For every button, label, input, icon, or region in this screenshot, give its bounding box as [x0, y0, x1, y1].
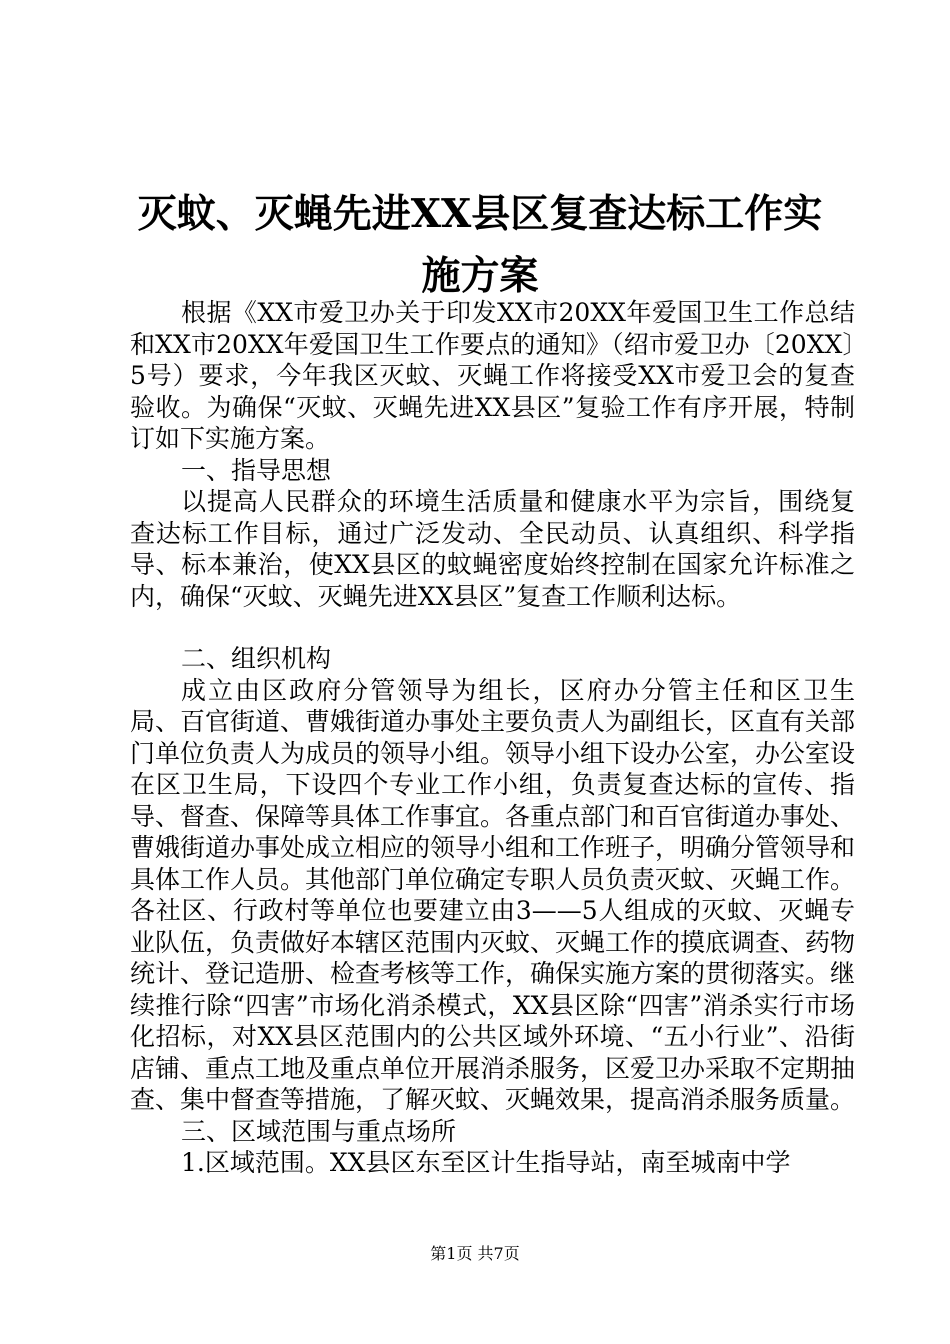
intro-paragraph: 根据《XX市爱卫办关于印发XX市20XX年爱国卫生工作总结和XX市20XX年爱国卫生工作要点的通知》（绍市爱卫办〔20XX〕5号）要求，今年我区灭蚊、灭蝇工作将接受XX市爱卫会的复查验收。为确保“灭蚊、灭蝇先进XX县区”复验工作有序开展，特制订如下实施方案。 [130, 298, 855, 453]
section-heading-scope: 三、区域范围与重点场所 [181, 1116, 457, 1146]
document-body [130, 297, 855, 1179]
document-title: 灭蚊、灭蝇先进XX县区复查达标工作实施方案 [137, 191, 823, 299]
scope-paragraph: 1.区域范围。XX县区东至区计生指导站，南至城南中学 [181, 1148, 791, 1177]
section-heading-organization: 二、组织机构 [181, 644, 332, 673]
page-number-footer: 第1页 共7页 [430, 1244, 520, 1263]
paragraph-spacer [130, 612, 855, 643]
guiding-principle-paragraph: 以提高人民群众的环境生活质量和健康水平为宗旨，围绕复查达标工作目标，通过广泛发动、全民动员、认真组织、科学指导、标本兼治，使XX县区的蚊蝇密度始终控制在国家允许标准之内，确保“灭蚊、灭蝇先进XX县区”复查工作顺利达标。 [130, 487, 855, 611]
organization-paragraph: 成立由区政府分管领导为组长，区府办分管主任和区卫生局、百官街道、曹娥街道办事处主要负责人为副组长，区直有关部门单位负责人为成员的领导小组。领导小组下设办公室，办公室设在区卫生局，下设四个专业工作小组，负责复查达标的宣传、指导、督查、保障等具体工作事宜。各重点部门和百官街道办事处、曹娥街道办事处成立相应的领导小组和工作班子，明确分管领导和具体工作人员。其他部门单位确定专职人员负责灭蚊、灭蝇工作。各社区、行政村等单位也要建立由3——5人组成的灭蚊、灭蝇专业队伍，负责做好本辖区范围内灭蚊、灭蝇工作的摸底调查、药物统计、登记造册、检查考核等工作，确保实施方案的贯彻落实。继续推行除“四害”市场化消杀模式，XX县区除“四害”消杀实行市场化招标，对XX县区范围内的公共区域外环境、“五小行业”、沿街店铺、重点工地及重点单位开展消杀服务，区爱卫办采取不定期抽查、集中督查等措施，了解灭蚊、灭蝇效果，提高消杀服务质量。 [130, 675, 856, 1114]
section-heading-guiding-principle: 一、指导思想 [181, 455, 332, 485]
